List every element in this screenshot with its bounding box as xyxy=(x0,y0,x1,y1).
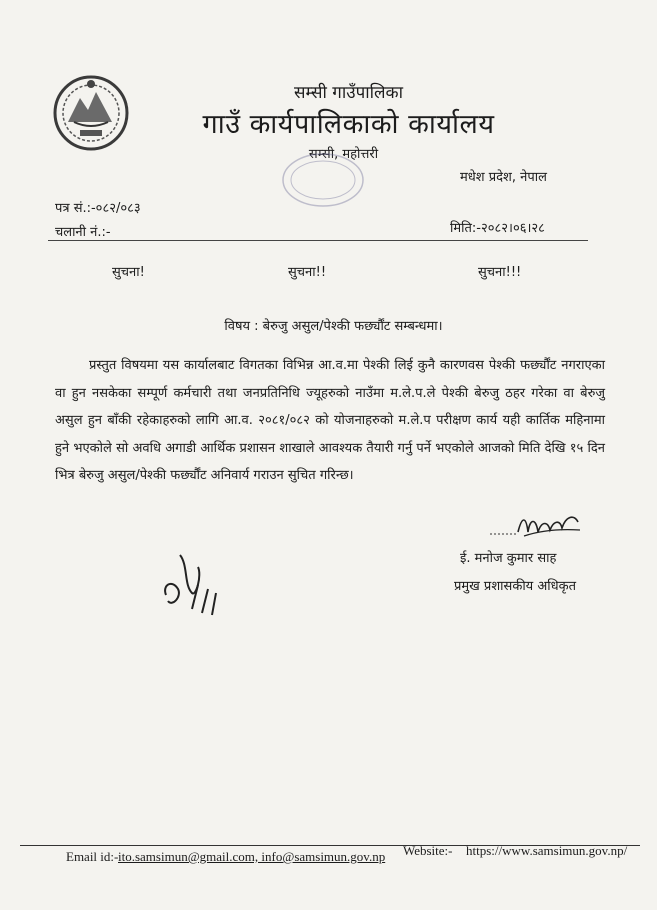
handwritten-mark-icon xyxy=(158,545,234,617)
signature-icon xyxy=(488,506,583,542)
notice-heading: सुचना! xyxy=(112,265,145,280)
footer-email-link[interactable]: ito.samsimun@gmail.com, info@samsimun.gov.np xyxy=(118,849,386,864)
reference-number: पत्र सं.:-०८२/०८३ xyxy=(55,201,141,216)
header-divider xyxy=(48,240,588,241)
office-stamp-icon xyxy=(278,150,368,210)
footer-website-link[interactable]: https://www.samsimun.gov.np/ xyxy=(466,843,628,858)
office-name: गाउँ कार्यपालिकाको कार्यालय xyxy=(202,109,495,140)
letter-date: मिति:-२०८२।०६।२८ xyxy=(450,221,545,236)
notice-heading: सुचना!! xyxy=(288,265,327,280)
province-name: मधेश प्रदेश, नेपाल xyxy=(460,170,547,185)
footer-email-label: Email id:- xyxy=(66,849,119,864)
footer-website-label: Website:- xyxy=(403,843,453,858)
signatory-title: प्रमुख प्रशासकीय अधिकृत xyxy=(454,579,577,594)
letter-body: प्रस्तुत विषयमा यस कार्यालबाट विगतका विभिन्न आ.व.मा पेश्की लिई कुनै कारणवस पेश्की फर्छ्यौंट नगराएका वा हुन नसकेका सम्पूर्ण कर्मचारी तथा जनप्रतिनिधि ज्यूहरुको नाउँमा म.ले.प.ले पेश्की बेरुजु ठहर गरेका वा बेरुजु असुल हुन बाँकी रहेकाहरुको लागि आ.व. २०८१/०८२ को योजनाहरुको म.ले.प परीक्षण कार्य यही कार्तिक महिनामा हुने भएकोले सो अवधि अगाडी आर्थिक प्रशासन शाखाले आवश्यक तैयारी गर्नु पर्ने भएकोले आजको मिति देखि १५ दिन भित्र बेरुजु असुल/पेश्की फर्छ्यौंट अनिवार्य गराउन सुचित गरिन्छ। xyxy=(55,358,605,483)
signatory-name: ई. मनोज कुमार साह xyxy=(460,551,557,566)
notice-heading: सुचना!!! xyxy=(478,265,522,280)
dispatch-number: चलानी नं.:- xyxy=(55,225,111,240)
letter-subject: विषय : बेरुजु असुल/पेश्की फर्छ्यौंट सम्बन्धमा। xyxy=(224,319,443,334)
office-place: सम्सी, महोत्तरी xyxy=(308,147,379,162)
municipality-name: सम्सी गाउँपालिका xyxy=(293,83,404,103)
